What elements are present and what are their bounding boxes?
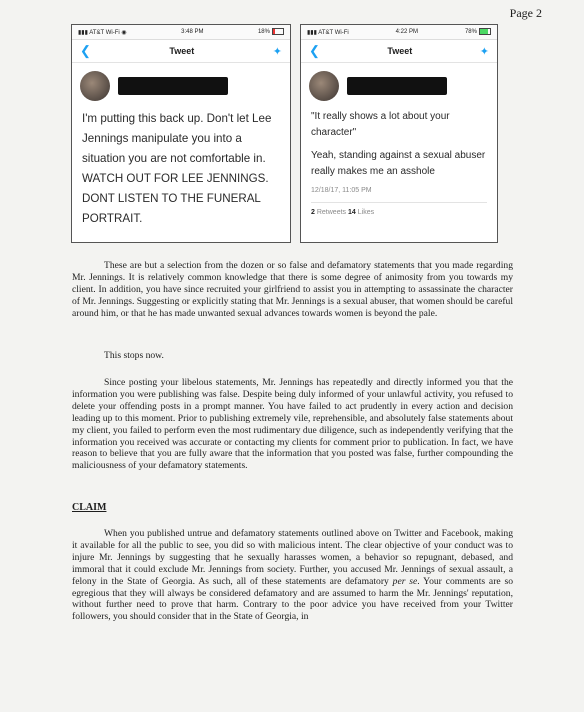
status-bar xyxy=(301,25,497,40)
retweet-count[interactable]: 2 xyxy=(311,209,315,216)
status-time: 3:48 PM xyxy=(181,29,204,35)
page-number: Page 2 xyxy=(509,6,542,20)
back-chevron-icon[interactable]: ❮ xyxy=(80,43,91,58)
sparkle-icon[interactable]: ✦ xyxy=(479,45,489,58)
battery-icon xyxy=(272,28,284,35)
tweet-author xyxy=(301,63,497,105)
tweet-stats xyxy=(311,202,487,216)
status-bar xyxy=(72,25,290,40)
tweet-screenshot-right xyxy=(300,24,498,243)
status-time: 4:22 PM xyxy=(395,29,419,35)
back-chevron-icon[interactable]: ❮ xyxy=(309,43,320,58)
redacted-username-bar xyxy=(118,77,228,95)
retweet-label: Retweets xyxy=(316,209,347,216)
battery-percent: 18% xyxy=(257,29,270,36)
tweet-text: I'm putting this back up. Don't let Lee Jennings manipulate you into a situation you are not comfortable in. WATCH OUT FOR LEE JENNINGS. DONT LISTEN TO THE FUNERAL PORTRAIT. xyxy=(82,112,272,225)
avatar[interactable] xyxy=(80,71,110,101)
tweet-nav-bar xyxy=(301,40,497,63)
nav-title: Tweet xyxy=(387,46,413,56)
letter-paragraph-2: This stops now. xyxy=(104,350,164,361)
letter-paragraph-4: When you published untrue and defamatory statements outlined above on Twitter and Facebook, making it available for all the public to see, you did so with malicious intent. The clear objective of your conduct was to injure Mr. Jennings by suggesting that he sexually harasses women, a behavior so repugnant, debased, and immoral that it could exclude Mr. Jennings from society. Further, you accused Mr. Jennings of sexual assault, a felony in the State of Georgia. As such, all of these statements are defamatory per se. Your comments are so egregious that they will always be considered defamatory and are assumed to harm the Mr. Jennings' reputation, without further need to prove that harm. Contrary to the poor advice you have received from your Twitter followers, you should consider that in the State of Georgia, in xyxy=(72,528,513,623)
tweet-text xyxy=(301,105,497,180)
like-label: Likes xyxy=(357,209,375,216)
nav-title: Tweet xyxy=(169,46,195,56)
tweet-screenshot-left xyxy=(71,24,291,243)
tweet-timestamp: 12/18/17, 11:05 PM xyxy=(311,187,372,194)
battery-indicator xyxy=(465,28,491,35)
letter-paragraph-3: Since posting your libelous statements, Mr. Jennings has repeatedly and directly informed you that the information you were publishing was false. Despite being duly informed of your unlawful activity, you refused to delete your offending posts in a prompt manner. You have failed to act prudently in every action and decision leading up to this moment. Prior to publishing extremely vile, reprehensible, and absolutely false statements about my client, you failed to perform even the most rudimentary due diligence, such as independently verifying that the information you received was accurate or contacting my clients for comment prior to publication. In fact, we have reason to believe that you are fully aware that the information that you posted was false, further compounding the maliciousness of your defamatory statements. xyxy=(72,377,513,472)
claim-heading: CLAIM xyxy=(72,502,107,513)
avatar[interactable] xyxy=(309,71,339,101)
battery-indicator xyxy=(258,28,284,35)
like-count[interactable]: 14 xyxy=(348,209,356,216)
carrier-label: ▮▮▮ AT&T Wi-Fi ◉ xyxy=(78,29,127,36)
tweet-reply: Yeah, standing against a sexual abuser really makes me an asshole xyxy=(311,150,486,177)
tweet-nav-bar xyxy=(72,40,290,63)
sparkle-icon[interactable]: ✦ xyxy=(272,45,282,58)
per-se-emphasis: per se xyxy=(392,575,418,587)
tweet-quote: "It really shows a lot about your character" xyxy=(311,111,450,138)
redacted-username-bar xyxy=(347,77,447,95)
letter-paragraph-1: These are but a selection from the dozen or so false and defamatory statements that you made regarding Mr. Jennings. It is relatively common knowledge that there is some degree of animosity from you towards my client. In addition, you have since recruited your girlfriend to assist you in attempting to assassinate the character of Mr. Jennings. Suggesting or explicitly stating that Mr. Jennings is a sexual abuser, that women should be careful around him, or that he has made unwanted sexual advances towards women is beyond the pale. xyxy=(72,260,513,319)
tweet-author xyxy=(72,63,290,105)
carrier-label: ▮▮▮ AT&T Wi-Fi xyxy=(307,29,349,36)
battery-icon xyxy=(479,28,491,35)
battery-percent: 78% xyxy=(464,29,477,36)
